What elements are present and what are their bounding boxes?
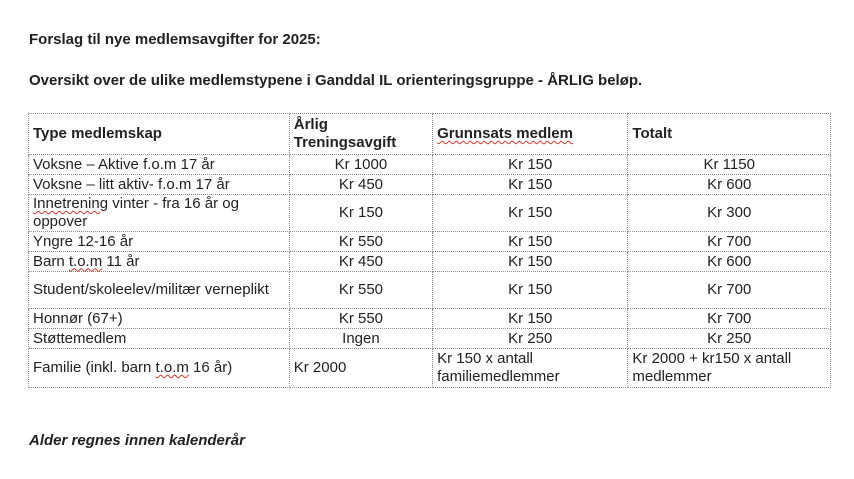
cell-training: Kr 550 [289, 309, 432, 329]
cell-training: Kr 450 [289, 175, 432, 195]
cell-total: Kr 1150 [628, 155, 831, 175]
cell-base: Kr 150 [433, 195, 628, 232]
cell-type-spellchecked: t.o.m [155, 359, 189, 376]
column-header-training: Årlig Treningsavgift [289, 114, 432, 155]
document-title: Forslag til nye medlemsavgifter for 2025: [29, 31, 321, 48]
cell-type-pre: Barn [33, 252, 69, 270]
cell-base: Kr 150 [433, 309, 628, 329]
document-footer-note: Alder regnes innen kalenderår [29, 432, 245, 449]
cell-training: Ingen [289, 329, 432, 349]
cell-base: Kr 150 x antall familiemedlemmer [433, 349, 628, 388]
cell-total: Kr 600 [628, 252, 831, 272]
column-header-total: Totalt [628, 114, 831, 155]
cell-base: Kr 150 [433, 252, 628, 272]
cell-total: Kr 300 [628, 195, 831, 232]
cell-type-post: 16 år) [188, 359, 233, 376]
cell-total: Kr 600 [628, 175, 831, 195]
cell-training: Kr 550 [289, 272, 432, 309]
cell-type-pre: Familie (inkl. barn [33, 359, 156, 376]
table-row [29, 349, 831, 388]
cell-type-spellchecked: t.o.m [68, 252, 103, 270]
column-header-base [433, 114, 628, 155]
document-subtitle: Oversikt over de ulike medlemstypene i Ganddal IL orienteringsgruppe - ÅRLIG beløp. [29, 72, 643, 89]
cell-base: Kr 150 [433, 272, 628, 309]
table-row [29, 195, 831, 232]
table-row [29, 272, 831, 309]
cell-total: Kr 700 [628, 309, 831, 329]
table-row [29, 329, 831, 349]
cell-total: Kr 250 [628, 329, 831, 349]
cell-total: Kr 700 [628, 272, 831, 309]
cell-type [29, 349, 290, 388]
cell-training: Kr 450 [289, 252, 432, 272]
cell-type: Honnør (67+) [29, 309, 290, 329]
table-row [29, 252, 831, 272]
cell-training: Kr 150 [289, 195, 432, 232]
table-row [29, 232, 831, 252]
cell-type: Voksne – litt aktiv- f.o.m 17 år [29, 175, 290, 195]
cell-type: Støttemedlem [29, 329, 290, 349]
cell-type-post: vinter - fra 16 år og oppover [33, 195, 239, 230]
cell-type-spellchecked: Innetrening [33, 195, 109, 212]
cell-base: Kr 150 [433, 155, 628, 175]
cell-type-post: 11 år [102, 252, 140, 270]
cell-base: Kr 150 [433, 175, 628, 195]
cell-type [29, 195, 290, 232]
cell-type: Voksne – Aktive f.o.m 17 år [29, 155, 290, 175]
cell-training: Kr 550 [289, 232, 432, 252]
membership-fee-table [28, 113, 831, 388]
table-row [29, 155, 831, 175]
cell-base: Kr 150 [433, 232, 628, 252]
column-header-type: Type medlemskap [29, 114, 290, 155]
cell-base: Kr 250 [433, 329, 628, 349]
table-row [29, 309, 831, 329]
cell-training: Kr 2000 [289, 349, 432, 388]
cell-total: Kr 2000 + kr150 x antall medlemmer [628, 349, 831, 388]
cell-type [29, 252, 290, 272]
table-row [29, 175, 831, 195]
cell-total: Kr 700 [628, 232, 831, 252]
cell-type: Student/skoleelev/militær verneplikt [29, 272, 290, 309]
column-header-base-text: Grunnsats medlem [437, 125, 573, 142]
table-header-row [29, 114, 831, 155]
cell-training: Kr 1000 [289, 155, 432, 175]
cell-type: Yngre 12-16 år [29, 232, 290, 252]
